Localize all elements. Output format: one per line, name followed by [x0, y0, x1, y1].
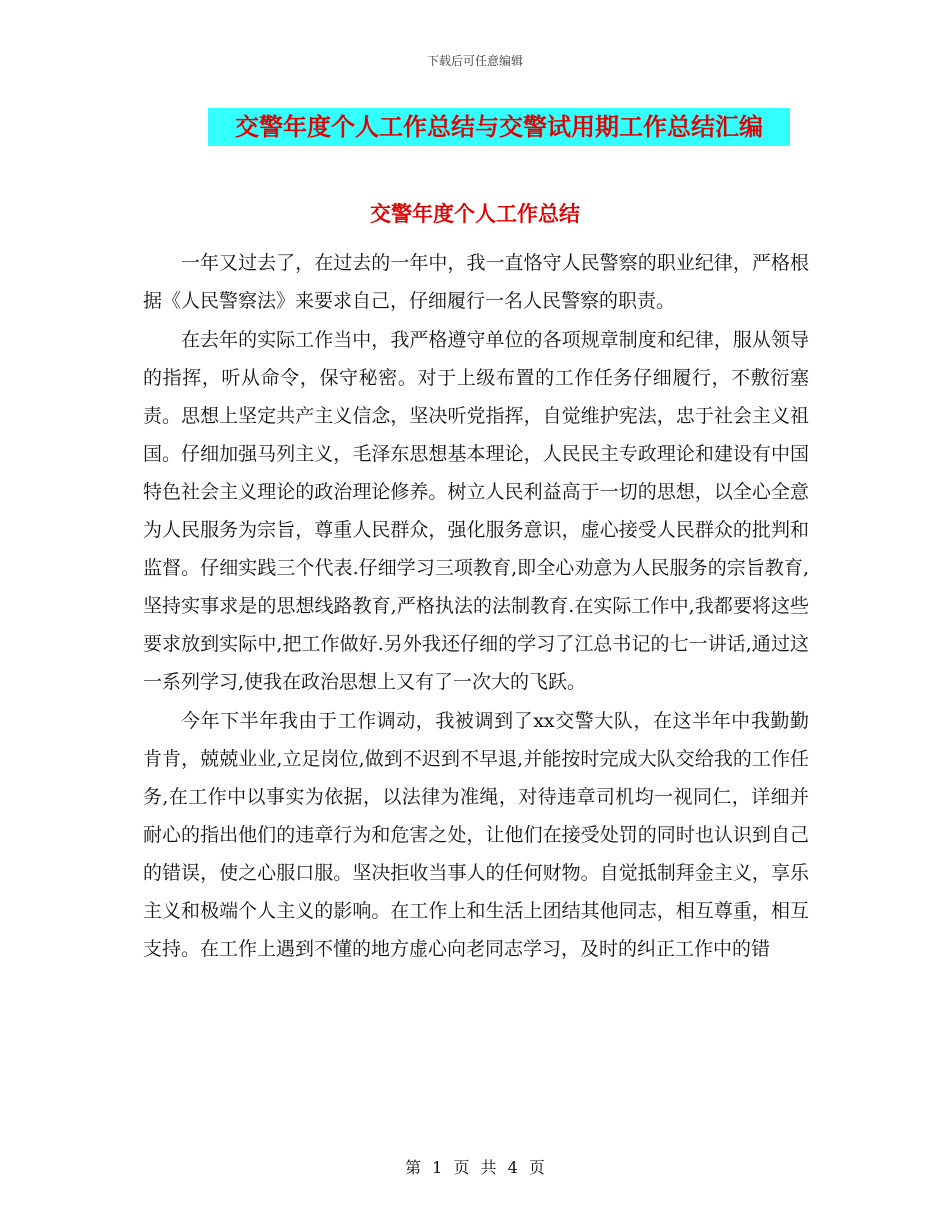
page-number: 第 1 页 共 4 页 [405, 1158, 545, 1177]
document-main-title: 交警年度个人工作总结与交警试用期工作总结汇编 [208, 108, 790, 146]
body-text [143, 244, 809, 969]
paragraph: 一年又过去了，在过去的一年中，我一直恪守人民警察的职业纪律，严格根据《人民警察法》来要求自己，仔细履行一名人民警察的职责。 [143, 252, 809, 312]
paragraph: 在去年的实际工作当中，我严格遵守单位的各项规章制度和纪律，服从领导的指挥，听从命令，保守秘密。对于上级布置的工作任务仔细履行，不敷衍塞责。思想上坚定共产主义信念，坚决听党指挥，自觉维护宪法，忠于社会主义祖国。仔细加强马列主义，毛泽东思想基本理论，人民民主专政理论和建设有中国特色社会主义理论的政治理论修养。树立人民利益高于一切的思想，以全心全意为人民服务为宗旨，尊重人民群众，强化服务意识，虚心接受人民群众的批判和监督。仔细实践三个代表.仔细学习三项教育,即全心劝意为人民服务的宗旨教育,坚持实事求是的思想线路教育,严格执法的法制教育.在实际工作中,我都要将这些要求放到实际中,把工作做好.另外我还仔细的学习了江总书记的七一讲话,通过这一系列学习,使我在政治思想上又有了一次大的飞跃。 [143, 329, 809, 693]
paragraph: 今年下半年我由于工作调动，我被调到了xx交警大队，在这半年中我勤勤肯肯，兢兢业业,立足岗位,做到不迟到不早退,并能按时完成大队交给我的工作任务,在工作中以事实为依据，以法律为准绳，对待违章司机均一视同仁，详细并耐心的指出他们的违章行为和危害之处，让他们在接受处罚的同时也认识到自己的错误，使之心服口服。坚决拒收当事人的任何财物。自觉抵制拜金主义，享乐主义和极端个人主义的影响。在工作上和生活上团结其他同志，相互尊重，相互支持。在工作上遇到不懂的地方虚心向老同志学习，及时的纠正工作中的错 [143, 710, 809, 960]
download-note: 下载后可任意编辑 [426, 54, 523, 68]
section-title: 交警年度个人工作总结 [370, 202, 580, 226]
